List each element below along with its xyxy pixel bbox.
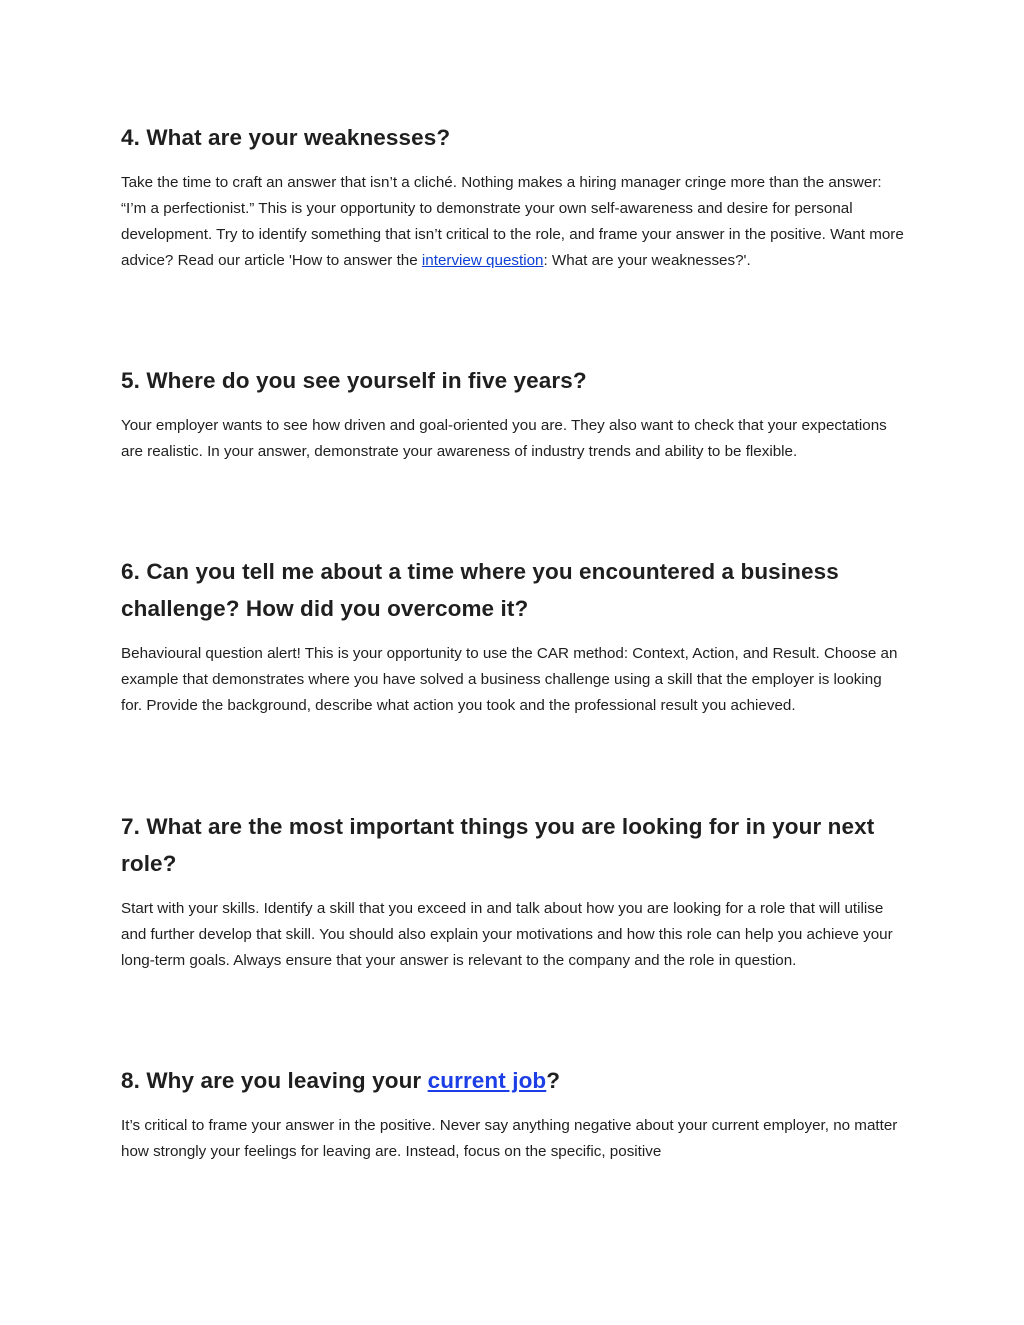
section-weaknesses — [121, 119, 906, 274]
section-heading — [121, 1062, 906, 1099]
body-text-end: : What are your weaknesses?'. — [543, 252, 751, 269]
section-business-challenge — [121, 553, 906, 719]
section-body: Behavioural question alert! This is your opportunity to use the CAR method: Context, Action, and Result. Choose an example that demonstrates where you have solved a business challenge using a skill that the employer is looking for. Provide the background, describe what action you took and the professional result you achieved. — [121, 645, 898, 714]
heading-text-end: ? — [546, 1068, 561, 1093]
body-text: Take the time to craft an answer that isn’t a cliché. Nothing makes a hiring manager cringe more than the answer: “I’m a perfectionist.” This is your opportunity to demonstrate your own self-awareness and desire for personal development. Try to identify something that isn’t critical to the role, and frame your answer in the positive. Want more advice? Read our article 'How to answer the — [121, 174, 904, 269]
heading-text: 8. Why are you leaving your — [121, 1068, 428, 1093]
section-heading: 7. What are the most important things you are looking for in your next role? — [121, 814, 875, 876]
section-five-years — [121, 362, 906, 465]
section-heading: 5. Where do you see yourself in five years? — [121, 368, 587, 393]
section-body — [121, 170, 906, 274]
section-leaving-job — [121, 1062, 906, 1165]
current-job-link[interactable]: current job — [427, 1068, 547, 1093]
section-body: It’s critical to frame your answer in the positive. Never say anything negative about your current employer, no matter how strongly your feelings for leaving are. Instead, focus on the specific, positive — [121, 1117, 898, 1160]
section-body: Your employer wants to see how driven and goal-oriented you are. They also want to check that your expectations are realistic. In your answer, demonstrate your awareness of industry trends and ability to be flexible. — [121, 417, 887, 460]
section-body: Start with your skills. Identify a skill that you exceed in and talk about how you are looking for a role that will utilise and further develop that skill. You should also explain your motivations and how this role can help you achieve your long-term goals. Always ensure that your answer is relevant to the company and the role in question. — [121, 900, 893, 969]
section-next-role — [121, 808, 906, 974]
section-heading: 6. Can you tell me about a time where you encountered a business challenge? How did you overcome it? — [121, 559, 839, 621]
interview-question-link[interactable]: interview question — [421, 252, 544, 269]
section-heading: 4. What are your weaknesses? — [121, 125, 451, 150]
